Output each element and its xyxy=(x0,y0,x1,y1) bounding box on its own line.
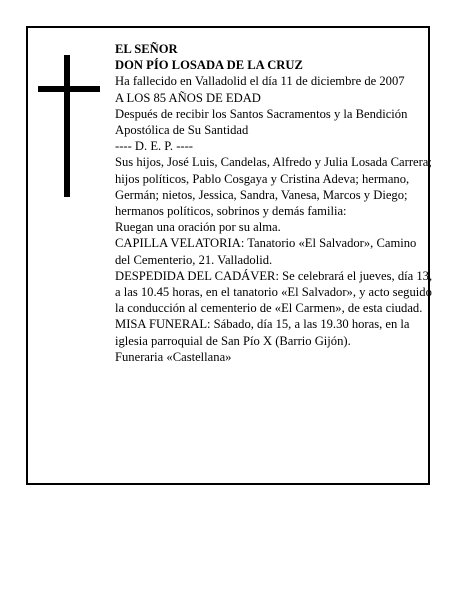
death-info: Ha fallecido en Valladolid el día 11 de diciembre de 2007 xyxy=(115,74,405,89)
cross-horizontal-bar xyxy=(38,86,100,92)
cross-icon xyxy=(38,55,100,197)
farewell-info: DESPEDIDA DEL CADÁVER: Se celebrará el jueves, día 13, a las 10.45 horas, en el tanatorio «El Salvador», y acto seguido la conducción al cementerio de «El Carmen», de esta ciudad. xyxy=(115,268,433,316)
funeral-mass-info: MISA FUNERAL: Sábado, día 15, a las 19.30 horas, en la iglesia parroquial de San Pío X (Barrio Gijón). xyxy=(115,317,410,348)
funeral-home: Funeraria «Castellana» xyxy=(115,349,232,364)
sacraments-line: Después de recibir los Santos Sacramentos y la Bendición Apostólica de Su Santidad xyxy=(115,106,408,138)
wake-chapel-info: CAPILLA VELATORIA: Tanatorio «El Salvador», Camino del Cementerio, 21. Valladolid. xyxy=(115,236,417,267)
deceased-name: DON PÍO LOSADA DE LA CRUZ xyxy=(115,58,303,73)
cross-vertical-bar xyxy=(64,55,70,197)
age-line: A LOS 85 AÑOS DE EDAD xyxy=(115,90,261,105)
prayer-request: Ruegan una oración por su alma. xyxy=(115,220,281,235)
obituary-notice xyxy=(26,26,433,485)
rip-line: ---- D. E. P. ---- xyxy=(115,139,193,154)
heading-title: EL SEÑOR xyxy=(115,42,178,56)
notice-text xyxy=(115,41,433,365)
family-list: Sus hijos, José Luis, Candelas, Alfredo y Julia Losada Carrera; hijos políticos, Pablo Cosgaya y Cristina Adeva; hermano, Germán; nietos, Jessica, Sandra, Vanesa, Marcos y Diego; hermanos políticos, sobrinos y demás familia: xyxy=(115,155,432,219)
